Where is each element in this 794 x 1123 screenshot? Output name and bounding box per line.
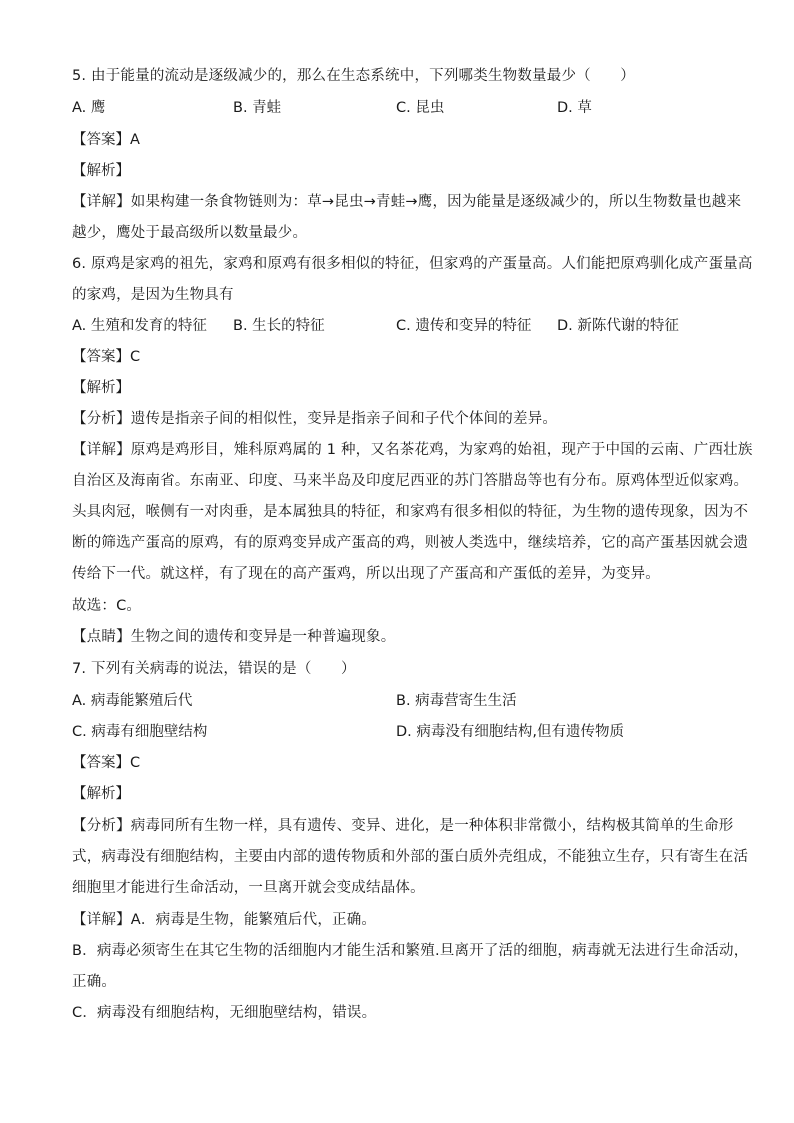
- q6-detail-line-4: 断的筛选产蛋高的原鸡，有的原鸡变异成产蛋高的鸡，则被人类选中，继续培养，它的高产蛋基因就会遗: [72, 535, 749, 551]
- q7-option-c: C. 病毒有细胞壁结构: [72, 724, 208, 740]
- q6-detail-line-1: 【详解】原鸡是鸡形目，雉科原鸡属的 1 种，又名茶花鸡，为家鸡的始祖，现产于中国的云南、广西壮族: [72, 442, 753, 458]
- q5-option-a: A. 鹰: [72, 100, 106, 116]
- q5-option-b: B. 青蛙: [233, 100, 282, 116]
- q6-stem-line-1: 6. 原鸡是家鸡的祖先，家鸡和原鸡有很多相似的特征，但家鸡的产蛋量高。人们能把原鸡驯化成产蛋量高: [72, 256, 753, 272]
- q7-detail-b-line-2: 正确。: [72, 974, 117, 990]
- q7-option-a: A. 病毒能繁殖后代: [72, 693, 193, 709]
- q7-fenxi-line-2: 式，病毒没有细胞结构，主要由内部的遗传物质和外部的蛋白质外壳组成，不能独立生存，只有寄生在活: [72, 849, 749, 865]
- q6-option-d: D. 新陈代谢的特征: [557, 318, 679, 334]
- q6-option-c: C. 遗传和变异的特征: [396, 318, 532, 334]
- q7-option-d: D. 病毒没有细胞结构,但有遗传物质: [396, 724, 624, 740]
- q6-detail-line-2: 自治区及海南省。东南亚、印度、马来半岛及印度尼西亚的苏门答腊岛等也有分布。原鸡体型近似家鸡。: [72, 473, 749, 489]
- q5-detail-line-1: 【详解】如果构建一条食物链则为：草→昆虫→青蛙→鹰，因为能量是逐级减少的，所以生物数量也越来: [72, 194, 742, 210]
- q6-dianjing: 【点睛】生物之间的遗传和变异是一种普遍现象。: [72, 629, 396, 645]
- q6-detail-line-3: 头具肉冠，喉侧有一对肉垂，是本属独具的特征，和家鸡有很多相似的特征，为生物的遗传现象，因为不: [72, 504, 749, 520]
- q5-stem: 5. 由于能量的流动是逐级减少的，那么在生态系统中，下列哪类生物数量最少（ ）: [72, 68, 635, 84]
- q6-choice: 故选：C。: [72, 598, 142, 614]
- q6-stem-line-2: 的家鸡，是因为生物具有: [72, 287, 234, 303]
- q7-analysis-label: 【解析】: [72, 786, 130, 802]
- q7-stem: 7. 下列有关病毒的说法，错误的是（ ）: [72, 661, 356, 677]
- q7-fenxi-line-1: 【分析】病毒同所有生物一样，具有遗传、变异、进化，是一种体积非常微小，结构极其简单的生命形: [72, 818, 734, 834]
- q6-answer: 【答案】C: [72, 349, 141, 365]
- q7-fenxi-line-3: 细胞里才能进行生命活动，一旦离开就会变成结晶体。: [72, 880, 425, 896]
- q7-option-b: B. 病毒营寄生生活: [396, 693, 517, 709]
- q5-detail-line-2: 越少，鹰处于最高级所以数量最少。: [72, 225, 308, 241]
- q7-detail-c: C．病毒没有细胞结构，无细胞壁结构，错误。: [72, 1005, 377, 1021]
- q5-answer: 【答案】A: [72, 132, 140, 148]
- q6-fenxi: 【分析】遗传是指亲子间的相似性，变异是指亲子间和子代个体间的差异。: [72, 411, 558, 427]
- q5-analysis-label: 【解析】: [72, 163, 130, 179]
- q5-option-c: C. 昆虫: [396, 100, 445, 116]
- q7-detail-b-line-1: B．病毒必须寄生在其它生物的活细胞内才能生活和繁殖.旦离开了活的细胞，病毒就无法进行生命活动，: [72, 943, 749, 959]
- q7-detail-a: 【详解】A．病毒是生物，能繁殖后代，正确。: [72, 912, 377, 928]
- q6-detail-line-5: 传给下一代。就这样，有了现在的高产蛋鸡，所以出现了产蛋高和产蛋低的差异，为变异。: [72, 566, 660, 582]
- q5-option-d: D. 草: [557, 100, 592, 116]
- q7-answer: 【答案】C: [72, 755, 141, 771]
- q6-option-a: A. 生殖和发育的特征: [72, 318, 207, 334]
- q6-analysis-label: 【解析】: [72, 380, 130, 396]
- q6-option-b: B. 生长的特征: [233, 318, 325, 334]
